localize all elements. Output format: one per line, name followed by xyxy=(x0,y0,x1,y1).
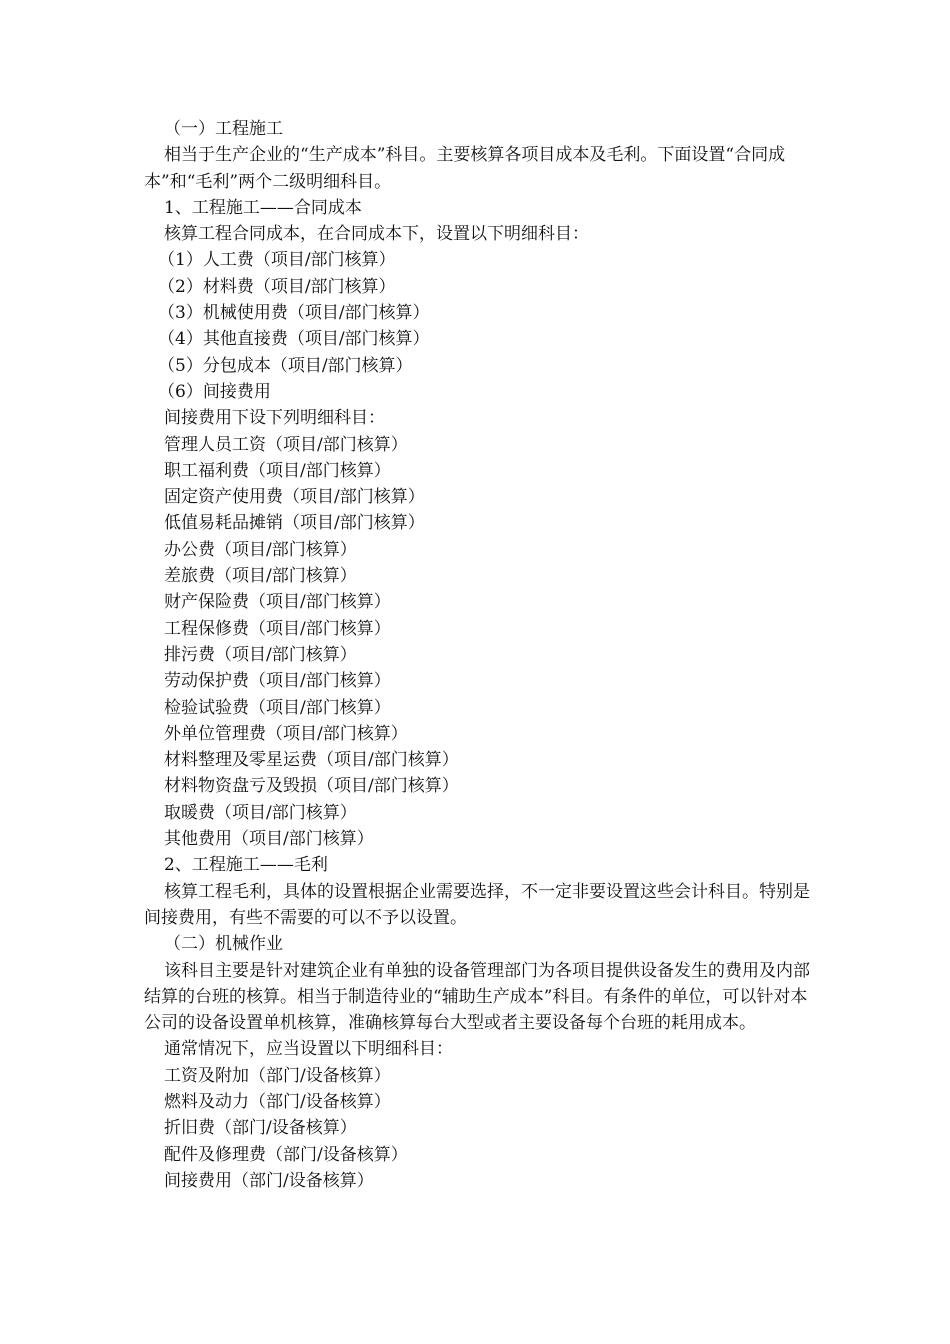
list-item: （5）分包成本（项目/部门核算） xyxy=(158,355,413,376)
list-item: 材料整理及零星运费（项目/部门核算） xyxy=(164,750,459,771)
list-item: （2）材料费（项目/部门核算） xyxy=(158,276,396,297)
list-item: 取暖费（项目/部门核算） xyxy=(164,802,357,823)
list-item: 管理人员工资（项目/部门核算） xyxy=(164,434,408,455)
list-item: （3）机械使用费（项目/部门核算） xyxy=(158,303,430,324)
list-item: 材料物资盘亏及毁损（项目/部门核算） xyxy=(164,776,459,797)
section-intro-engineering: 相当于生产企业的“生产成本”科目。主要核算各项目成本及毛利。下面设置“合同成本”和“毛利”两个二级明细科目。 xyxy=(144,145,786,192)
section-heading-engineering: （一）工程施工 xyxy=(164,119,283,139)
subsection-heading-gross-profit: 2、工程施工——毛利 xyxy=(164,855,328,876)
list-item: 工资及附加（部门/设备核算） xyxy=(164,1065,391,1086)
list-item: （4）其他直接费（项目/部门核算） xyxy=(158,329,430,350)
list-item: 折旧费（部门/设备核算） xyxy=(164,1118,357,1139)
list-item: 职工福利费（项目/部门核算） xyxy=(164,460,391,481)
list-item: 工程保修费（项目/部门核算） xyxy=(164,618,391,639)
list-item: 劳动保护费（项目/部门核算） xyxy=(164,671,391,692)
subsection-heading-contract-cost: 1、工程施工——合同成本 xyxy=(164,197,362,218)
list-item: 外单位管理费（项目/部门核算） xyxy=(164,723,408,744)
list-item: 检验试验费（项目/部门核算） xyxy=(164,697,391,718)
subsection-intro-contract-cost: 核算工程合同成本，在合同成本下，设置以下明细科目： xyxy=(164,224,589,245)
list-item: 差旅费（项目/部门核算） xyxy=(164,566,357,587)
list-item: 燃料及动力（部门/设备核算） xyxy=(164,1091,391,1112)
list-item: 排污费（项目/部门核算） xyxy=(164,644,357,665)
list-item: （1）人工费（项目/部门核算） xyxy=(158,250,396,271)
list-item: 固定资产使用费（项目/部门核算） xyxy=(164,487,425,508)
list-item: 低值易耗品摊销（项目/部门核算） xyxy=(164,513,425,534)
list-item: 财产保险费（项目/部门核算） xyxy=(164,592,391,613)
subsection-text-gross-profit: 核算工程毛利，具体的设置根据企业需要选择，不一定非要设置这些会计科目。特别是间接费用，有些不需要的可以不予以设置。 xyxy=(144,881,810,928)
list-item: （6）间接费用 xyxy=(158,381,271,402)
section-heading-machinery: （二）机械作业 xyxy=(164,934,283,955)
list-item: 办公费（项目/部门核算） xyxy=(164,539,357,560)
list-item: 间接费用（部门/设备核算） xyxy=(164,1170,374,1191)
indirect-costs-intro: 间接费用下设下列明细科目： xyxy=(164,408,385,429)
list-item: 配件及修理费（部门/设备核算） xyxy=(164,1144,408,1165)
list-item: 其他费用（项目/部门核算） xyxy=(164,829,374,850)
machinery-items-intro: 通常情况下，应当设置以下明细科目： xyxy=(164,1039,453,1060)
section-text-machinery: 该科目主要是针对建筑企业有单独的设备管理部门为各项目提供设备发生的费用及内部结算的台班的核算。相当于制造待业的“辅助生产成本”科目。有条件的单位，可以针对本公司的设备设置单机核算，准确核算每台大型或者主要设备每个台班的耗用成本。 xyxy=(144,960,810,1034)
document-body xyxy=(144,116,810,1194)
